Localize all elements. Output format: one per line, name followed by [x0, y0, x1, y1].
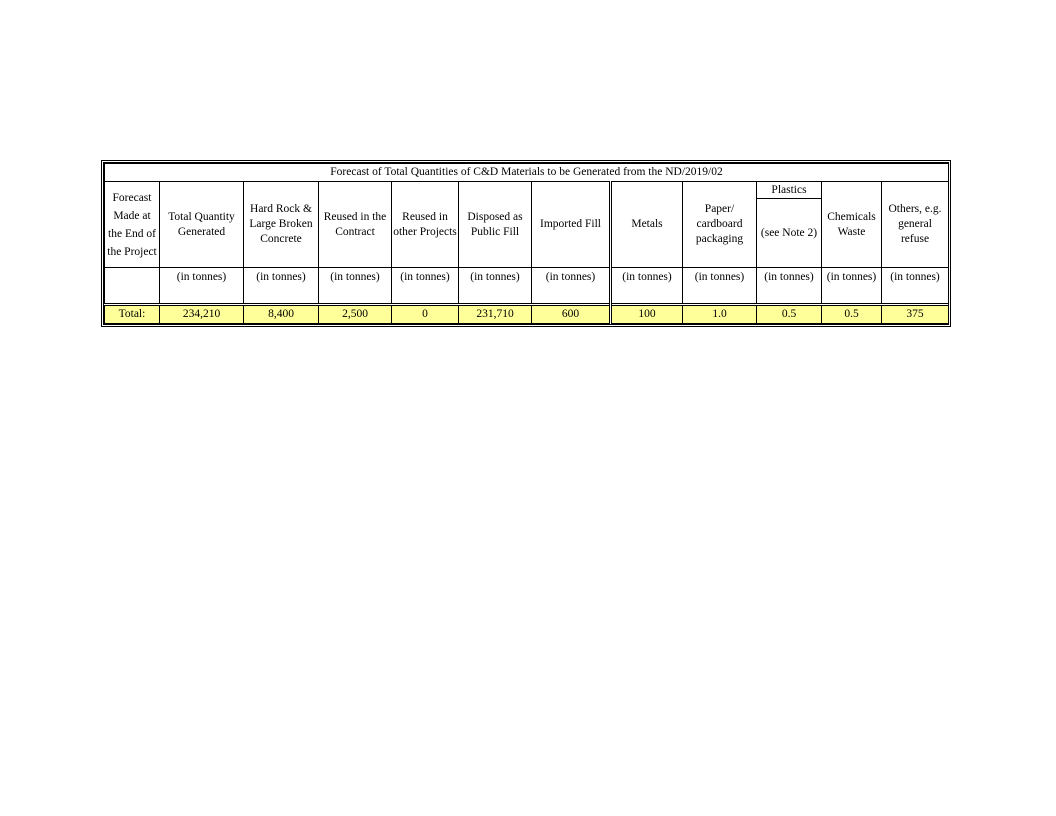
unit-cell: (in tonnes)	[392, 268, 459, 305]
total-value: 375	[882, 305, 949, 324]
header-reused-contract: Reused in the Contract	[319, 182, 392, 268]
total-value: 2,500	[319, 305, 392, 324]
total-value: 1.0	[683, 305, 757, 324]
total-value: 234,210	[160, 305, 244, 324]
unit-cell: (in tonnes)	[244, 268, 319, 305]
total-value: 100	[611, 305, 683, 324]
header-reused-other: Reused in other Projects	[392, 182, 459, 268]
header-paper: Paper/ cardboard packaging	[683, 182, 757, 268]
total-value: 231,710	[459, 305, 532, 324]
total-value: 600	[532, 305, 611, 324]
table-title: Forecast of Total Quantities of C&D Materials to be Generated from the ND/2019/02	[105, 164, 949, 182]
header-forecast: Forecast Made at the End of the Project	[105, 182, 160, 268]
header-others: Others, e.g. general refuse	[882, 182, 949, 268]
header-imported-fill: Imported Fill	[532, 182, 611, 268]
cd-materials-forecast-table	[104, 163, 949, 324]
header-chemicals: Chemicals Waste	[822, 182, 882, 268]
unit-cell: (in tonnes)	[611, 268, 683, 305]
header-plastics-note: (see Note 2)	[757, 199, 822, 268]
unit-cell: (in tonnes)	[757, 268, 822, 305]
total-value: 0.5	[822, 305, 882, 324]
header-plastics: Plastics	[757, 182, 822, 199]
total-value: 8,400	[244, 305, 319, 324]
header-total-quantity: Total Quantity Generated	[160, 182, 244, 268]
header-disposed: Disposed as Public Fill	[459, 182, 532, 268]
unit-cell: (in tonnes)	[532, 268, 611, 305]
unit-cell: (in tonnes)	[459, 268, 532, 305]
header-metals: Metals	[611, 182, 683, 268]
unit-cell: (in tonnes)	[160, 268, 244, 305]
header-hard-rock: Hard Rock & Large Broken Concrete	[244, 182, 319, 268]
units-blank-cell	[105, 268, 160, 305]
unit-cell: (in tonnes)	[882, 268, 949, 305]
total-value: 0.5	[757, 305, 822, 324]
cd-materials-table-frame	[101, 160, 951, 327]
unit-cell: (in tonnes)	[319, 268, 392, 305]
total-value: 0	[392, 305, 459, 324]
unit-cell: (in tonnes)	[683, 268, 757, 305]
totals-label: Total:	[105, 305, 160, 324]
unit-cell: (in tonnes)	[822, 268, 882, 305]
